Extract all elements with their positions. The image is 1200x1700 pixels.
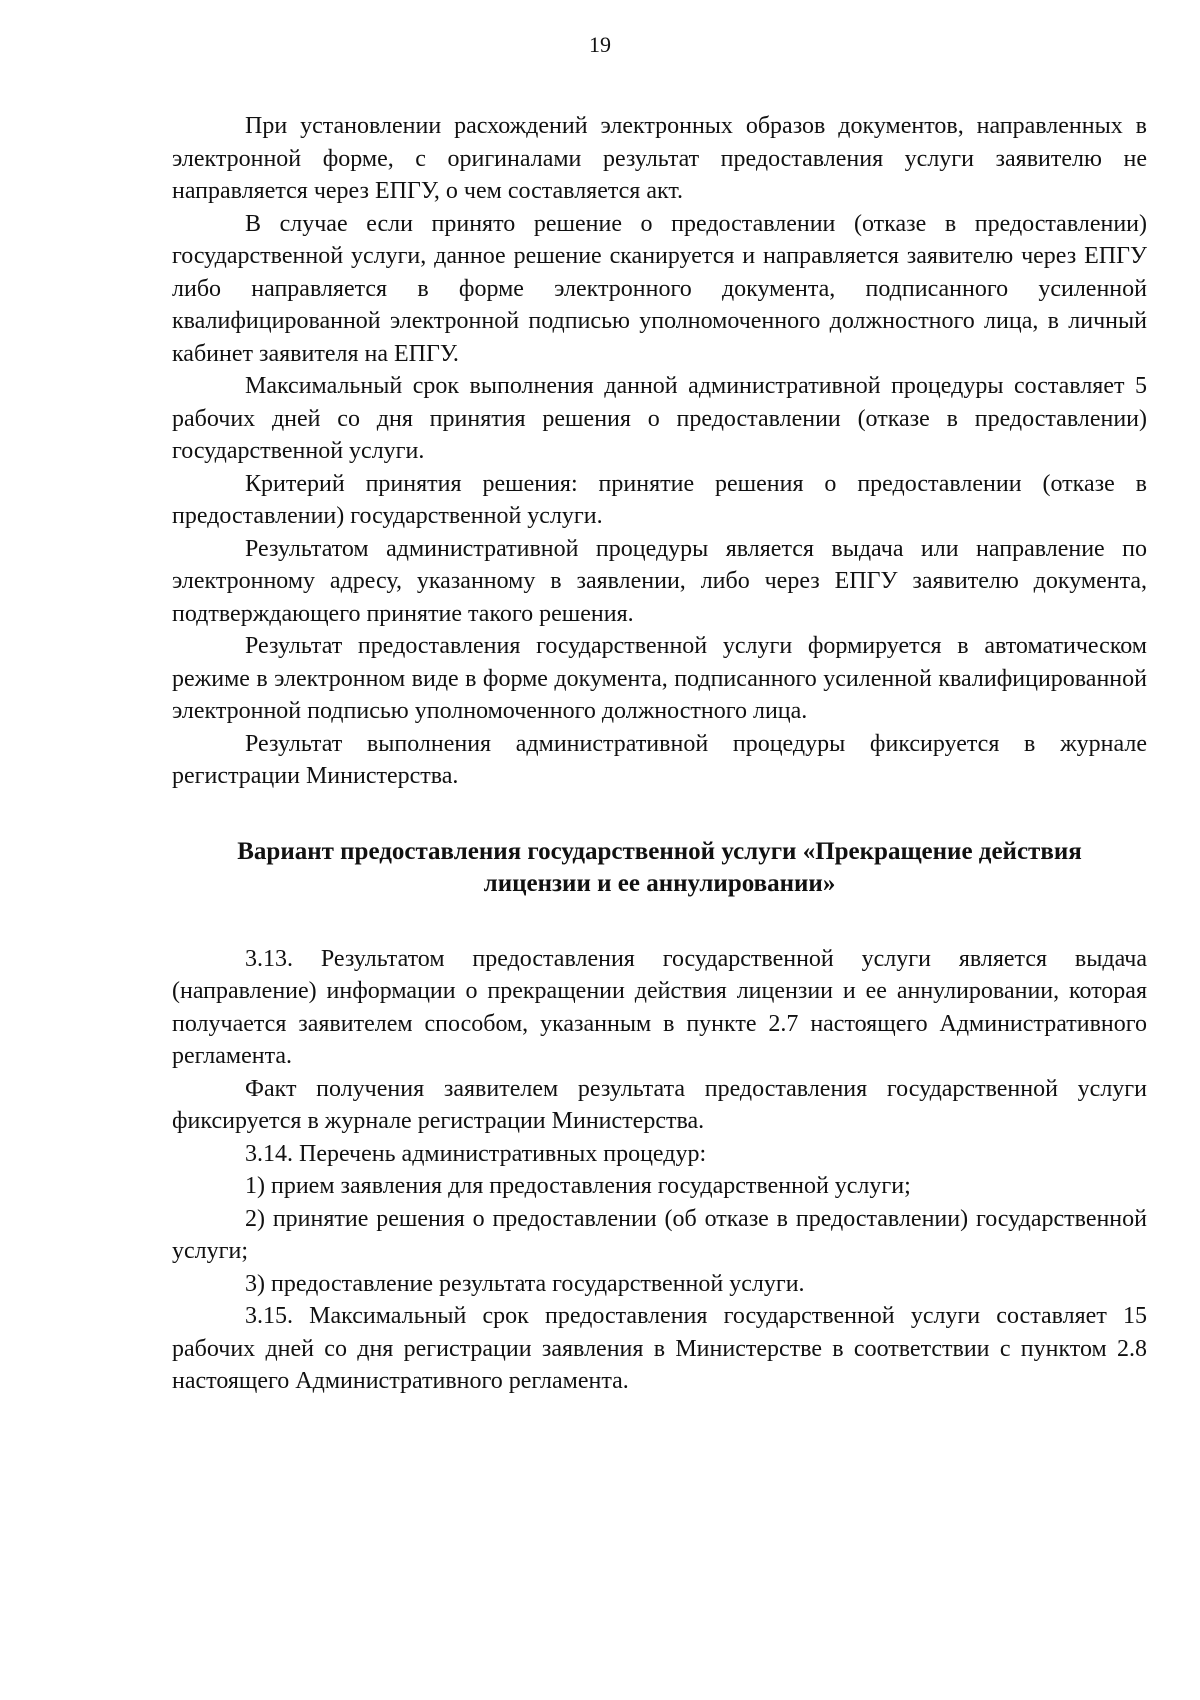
section-heading-line: лицензии и ее аннулировании» xyxy=(483,870,836,897)
paragraph: Результат предоставления государственной услуги формируется в автоматическом режиме в электронном виде в форме документа, подписанного усиленной квалифицированной электронной подписью уполномоченного должностного лица. xyxy=(172,633,1147,724)
section-heading-line: Вариант предоставления государственной услуги «Прекращение действия xyxy=(237,837,1082,865)
paragraph: 3.13. Результатом предоставления государственной услуги является выдача (направление) информации о прекращении действия лицензии и ее аннулировании, которая получается заявителем способом, указанным в пункте 2.7 настоящего Административного регламента. xyxy=(172,945,1147,1069)
paragraph: Факт получения заявителем результата предоставления государственной услуги фиксируется в журнале регистрации Министерства. xyxy=(172,1075,1147,1134)
list-item: 1) прием заявления для предоставления государственной услуги; xyxy=(245,1173,911,1199)
list-item: 3) предоставление результата государственной услуги. xyxy=(245,1270,805,1297)
page-number: 19 xyxy=(589,32,611,57)
paragraph: 3.14. Перечень административных процедур: xyxy=(245,1140,707,1167)
paragraph: При установлении расхождений электронных образов документов, направленных в электронной форме, с оригиналами результат предоставления услуги заявителю не направляется через ЕПГУ, о чем составляется акт. xyxy=(172,113,1147,204)
section-heading xyxy=(172,836,1147,901)
paragraph: 3.15. Максимальный срок предоставления государственной услуги составляет 15 рабочих дней со дня регистрации заявления в Министерстве в соответствии с пунктом 2.8 настоящего Административного регламента. xyxy=(172,1303,1147,1394)
paragraph: Максимальный срок выполнения данной административной процедуры составляет 5 рабочих дней со дня принятия решения о предоставлении (отказе в предоставлении) государственной услуги. xyxy=(172,373,1147,464)
list-item: 2) принятие решения о предоставлении (об отказе в предоставлении) государственной услуги; xyxy=(172,1205,1147,1264)
paragraph: В случае если принято решение о предоставлении (отказе в предоставлении) государственной услуги, данное решение сканируется и направляется заявителю через ЕПГУ либо направляется в форме электронного документа, подписанного усиленной квалифицированной электронной подписью уполномоченного должностного лица, в личный кабинет заявителя на ЕПГУ. xyxy=(172,210,1147,367)
paragraph: Критерий принятия решения: принятие решения о предоставлении (отказе в предоставлении) государственной услуги. xyxy=(172,470,1147,529)
document-body xyxy=(172,110,1147,1398)
paragraph: Результат выполнения административной процедуры фиксируется в журнале регистрации Министерства. xyxy=(172,730,1147,789)
paragraph: Результатом административной процедуры является выдача или направление по электронному адресу, указанному в заявлении, либо через ЕПГУ заявителю документа, подтверждающего принятие такого решения. xyxy=(172,535,1147,627)
